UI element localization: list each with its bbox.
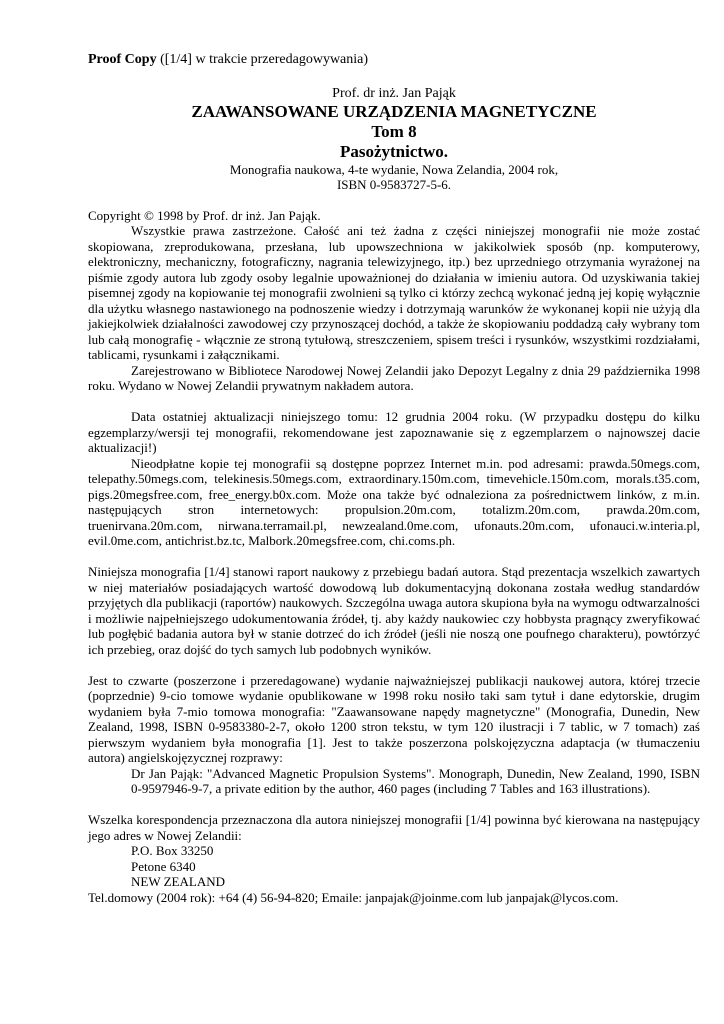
spacer: [88, 549, 700, 565]
volume-subtitle: Pasożytnictwo.: [339, 141, 449, 161]
history-paragraph: Jest to czwarte (poszerzone i przeredagowane) wydanie najważniejszej publikacji naukowej autora, której trzecie (poprzednie) 9-cio tomowe wydanie opublikowane w 1998 roku nosiło taki sam tytuł i dane edytorskie, drugim wydaniem była 7-mio tomowa monografia: "Zaawansowane napędy magnetyczne" (Monografia, Dunedin, New Zealand, 1998, ISBN 0-9583380-2-7, około 1200 stron tekstu, w tym 120 ilustracji i 7 tablic, w 7 tomach) zaś pierwszym wydaniem była monografia [1]. Jest to także poszerzona polskojęzyczna adaptacja (w tłumaczeniu autora) angielskojęzycznej rozprawy:: [88, 672, 700, 765]
spacer: [88, 797, 700, 813]
update-paragraph: Data ostatniej aktualizacji niniejszego tomu: 12 grudnia 2004 roku. (W przypadku dostępu do kilku egzemplarzy/wersji tej monografii, rekomendowane jest zapoznawanie się z egzemplarzem o najnowszej dacie aktualizacji!): [88, 409, 700, 455]
volume-number: Tom 8: [371, 121, 417, 141]
spacer: [88, 657, 700, 673]
report-paragraph: Niniejsza monografia [1/4] stanowi raport naukowy z przebiegu badań autora. Stąd prezentacja wszelkich zawartych w niej materiałów posiadających wartość dowodową lub dokumentacyjną dokonana została według standardów przyjętych dla publikacji (raportów) naukowych. Szczególna uwaga autora skupiona była na wymogu odtwarzalności i możliwie najpełniejszego udokumentowania źródeł, tj. aby każdy naukowiec czy hobbysta pragnący zweryfikować lub pogłębić badania autora był w stanie dotrzeć do ich źródeł (jeśli nie noszą one poufnego charakteru), powtórzyć ich przebieg, oraz dojść do tych samych lub podobnych wyników.: [88, 564, 700, 657]
proof-copy-note: ([1/4] w trakcie przeredagowywania): [156, 52, 369, 67]
isbn: ISBN 0-9583727-5-6.: [336, 177, 452, 192]
author-name: Prof. dr inż. Jan Pająk: [332, 85, 456, 101]
copyright-line: Copyright © 1998 by Prof. dr inż. Jan Pająk.: [88, 207, 321, 223]
address-line: P.O. Box 33250: [131, 843, 214, 858]
title-block: [88, 85, 700, 193]
postal-address: [131, 843, 700, 890]
rights-paragraph: Wszystkie prawa zastrzeżone. Całość ani też żadna z części niniejszej monografii nie może zostać skopiowana, zreprodukowana, przesłana, lub upowszechniona w jakikolwiek sposób (np. komputerowy, elektroniczny, mechaniczny, fotograficzny, nagrania telewizyjnego, itp.) bez uprzedniego otrzymania wyrażonej na piśmie zgody autora lub zgody osoby legalnie upoważnionej do działania w imieniu autora. Od uzyskiwania takiej pisemnej zgody na kopiowanie tej monografii zwolnieni są tylko ci którzy zechcą wykonać jedną jej kopię wyłącznie dla użytku własnego nastawionego na podnoszenie wiedzy i dotrzymają warunków że wykonanej kopii nie użyją dla jakiejkolwiek działalności zawodowej czy przynoszącej dochód, a także że skopiowaniu poddadzą cały wybrany tom lub całą monografię - włącznie ze stroną tytułową, streszczeniem, spisem treści i rysunków, wszystkimi rozdziałami, tablicami, rysunkami i załącznikami.: [88, 223, 700, 362]
proof-copy-label: Proof Copy: [88, 52, 157, 67]
edition-info: Monografia naukowa, 4-te wydanie, Nowa Zelandia, 2004 rok,: [229, 161, 559, 177]
book-title: ZAAWANSOWANE URZĄDZENIA MAGNETYCZNE: [191, 101, 597, 121]
address-line: Petone 6340: [131, 858, 196, 874]
spacer: [88, 394, 700, 410]
correspondence-paragraph: Wszelka korespondencja przeznaczona dla autora niniejszej monografii [1/4] powinna być kierowana na następujący jego adres w Nowej Zelandii:: [88, 812, 700, 843]
contact-line: Tel.domowy (2004 rok): +64 (4) 56-94-820; Emaile: janpajak@joinme.com lub janpajak@lycos.com.: [88, 889, 619, 905]
english-reference: Dr Jan Pająk: "Advanced Magnetic Propulsion Systems". Monograph, Dunedin, New Zealand, 1990, ISBN 0-9597946-9-7, a private edition by the author, 460 pages (including 7 Tables and 163 illustrations).: [131, 765, 700, 796]
proof-copy-line: [88, 52, 700, 68]
address-line: NEW ZEALAND: [131, 874, 225, 889]
registration-paragraph: Zarejestrowano w Bibliotece Narodowej Nowej Zelandii jako Depozyt Legalny z dnia 29 października 1998 roku. Wydano w Nowej Zelandii prywatnym nakładem autora.: [88, 362, 700, 393]
free-copies-paragraph: Nieodpłatne kopie tej monografii są dostępne poprzez Internet m.in. pod adresami: prawda.50megs.com, telepathy.50megs.com, telekinesis.50megs.com, extraordinary.150m.com, timevehicle.150m.com, morals.t35.com, pigs.20megsfree.com, free_energy.b0x.com. Może ona także być odnaleziona za pośrednictwem linków, z m.in. następujących stron internetowych: propulsion.20m.com, totalizm.20m.com, prawda.20m.com, truenirvana.20m.com, nirwana.terramail.pl, newzealand.0me.com, ufonauts.20m.com, ufonauci.w.interia.pl, evil.0me.com, antichrist.bz.tc, Malbork.20megsfree.com, chi.coms.ph.: [88, 455, 700, 548]
